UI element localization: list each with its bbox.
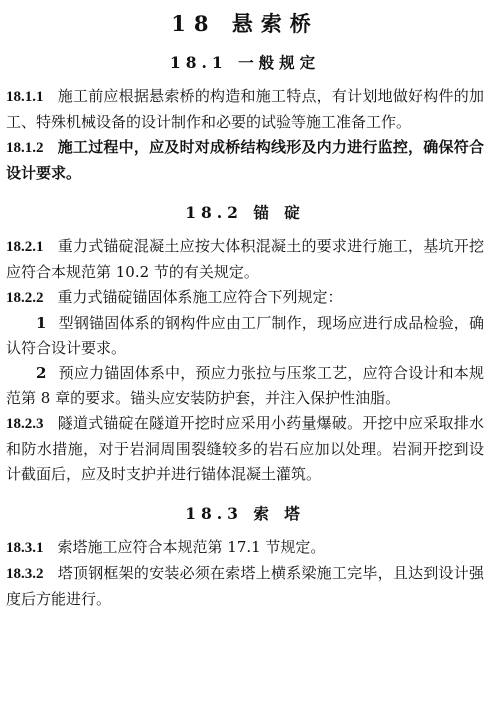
clause-number: 18.3.1 [6, 540, 44, 556]
clause-18-2-1 [6, 234, 484, 285]
clause-18-1-1 [6, 84, 484, 135]
clause-text: 索塔施工应符合本规范第 17.1 节规定。 [57, 538, 326, 556]
clause-text: 重力式锚碇锚固体系施工应符合下列规定： [57, 288, 343, 306]
item-text: 预应力锚固体系中，预应力张拉与压浆工艺，应符合设计和本规范第 8 章的要求。锚头应安装防护套，并注入保护性油脂。 [6, 364, 484, 407]
clause-18-2-2 [6, 285, 484, 311]
item-number: 1 [36, 314, 47, 332]
clause-18-3-1 [6, 535, 484, 561]
clause-number: 18.2.1 [6, 239, 44, 255]
clause-number: 18.1.2 [6, 140, 44, 156]
section-title-18-2: 18.2 锚 碇 [185, 203, 305, 222]
chapter-title: 18 悬索桥 [171, 11, 319, 36]
clause-number: 18.1.1 [6, 89, 44, 105]
clause-number: 18.2.3 [6, 416, 44, 432]
section-title-18-1: 18.1 一般规定 [169, 53, 321, 72]
clause-text: 施工过程中，应及时对成桥结构线形及内力进行监控，确保符合设计要求。 [6, 138, 484, 182]
section-title-18-3: 18.3 索 塔 [185, 504, 305, 523]
clause-18-2-2-item-2 [6, 361, 484, 411]
clause-text: 塔顶钢框架的安装必须在索塔上横系梁施工完毕，且达到设计强度后方能进行。 [6, 564, 484, 608]
clause-text: 重力式锚碇混凝土应按大体积混凝土的要求进行施工，基坑开挖应符合本规范第 10.2 节的有关规定。 [6, 237, 484, 281]
clause-number: 18.3.2 [6, 566, 44, 582]
clause-18-3-2 [6, 561, 484, 612]
item-text: 型钢锚固体系的钢构件应由工厂制作，现场应进行成品检验，确认符合设计要求。 [6, 314, 484, 357]
clause-18-2-2-item-1 [6, 311, 484, 361]
clause-text: 施工前应根据悬索桥的构造和施工特点，有计划地做好构件的加工、特殊机械设备的设计制作和必要的试验等施工准备工作。 [6, 87, 484, 131]
clause-number: 18.2.2 [6, 290, 44, 306]
clause-18-1-2 [6, 135, 484, 186]
item-number: 2 [36, 364, 47, 382]
clause-text: 隧道式锚碇在隧道开挖时应采用小药量爆破。开挖中应采取排水和防水措施，对于岩洞周围裂缝较多的岩石应加以处理。岩洞开挖到设计截面后，应及时支护并进行锚体混凝土灌筑。 [6, 414, 484, 483]
clause-18-2-3 [6, 411, 484, 487]
